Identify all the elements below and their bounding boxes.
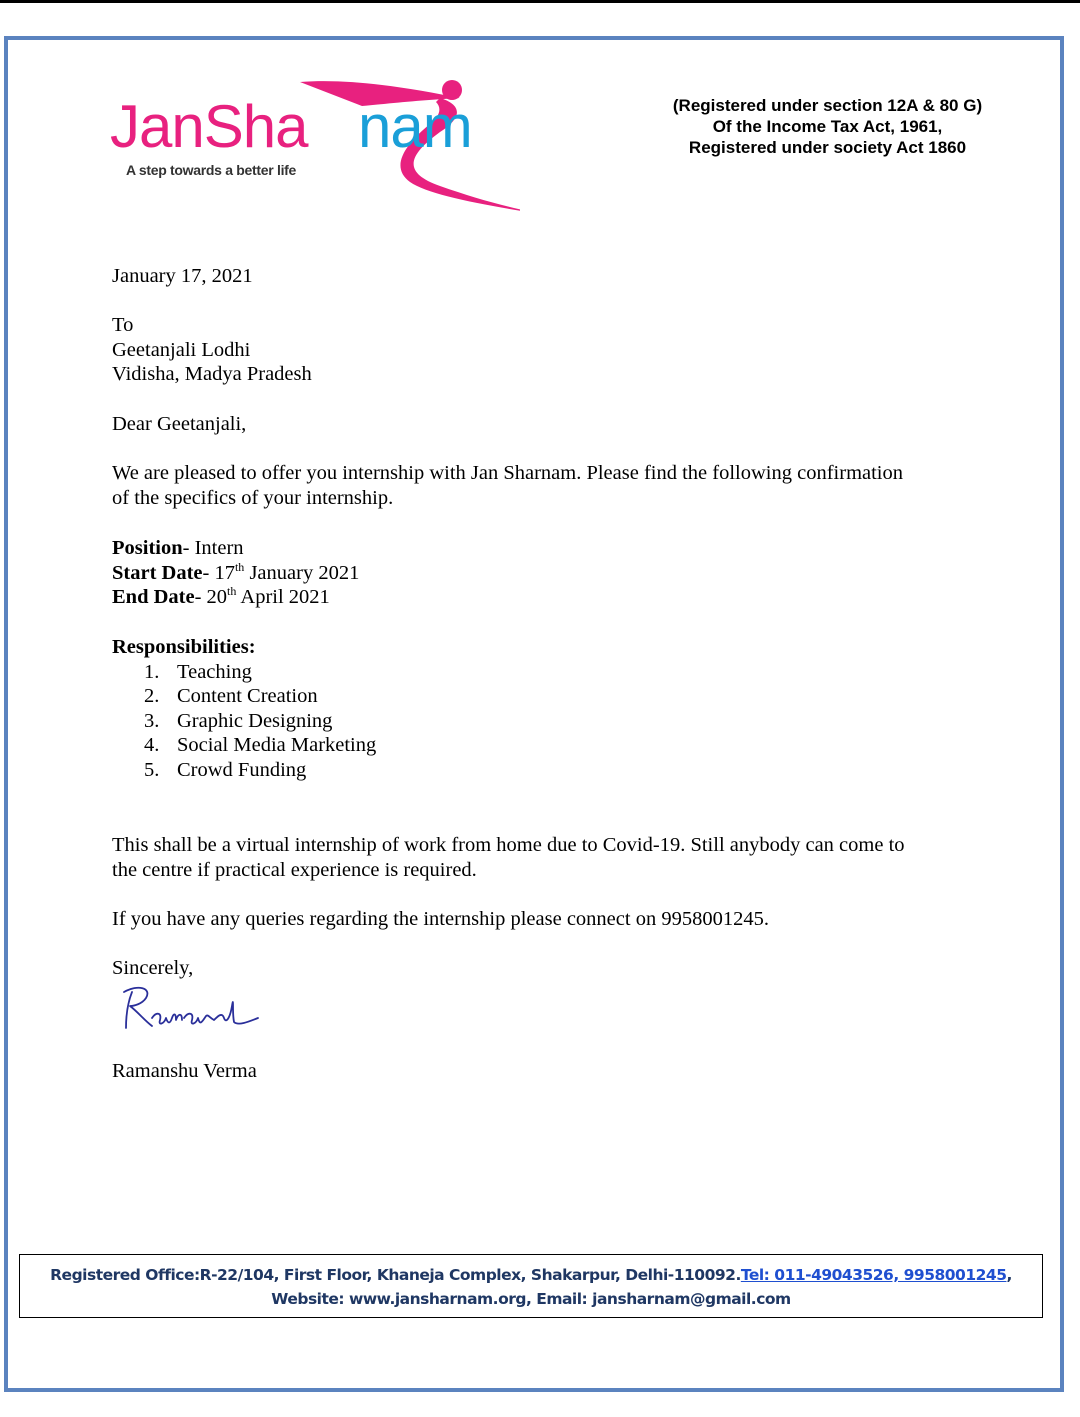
list-number: 2.: [144, 685, 160, 707]
jansharnam-logo: [110, 76, 510, 216]
salutation-text: Dear Geetanjali,: [112, 413, 247, 435]
position-label: Position: [112, 537, 183, 559]
footer-box: [19, 1254, 1043, 1318]
responsibilities-list: [112, 660, 972, 783]
end-day: - 20: [194, 586, 228, 608]
date-text: January 17, 2021: [112, 265, 253, 287]
start-day-suffix: th: [234, 559, 245, 574]
end-date-row: [112, 585, 972, 610]
virtual-paragraph: [112, 833, 972, 882]
queries-line: If you have any queries regarding the internship please connect on 9958001245.: [112, 908, 769, 930]
signatory-name: Ramanshu Verma: [112, 1060, 257, 1082]
virtual-line: the centre if practical experience is required.: [112, 858, 477, 881]
end-day-suffix: th: [227, 584, 237, 599]
end-date-rest: April 2021: [236, 586, 330, 608]
start-day: - 17: [202, 561, 235, 584]
list-number: 4.: [144, 734, 160, 756]
queries-paragraph: [112, 907, 972, 932]
start-date-rest: January 2021: [244, 561, 360, 584]
salutation: [112, 412, 972, 437]
phone-link[interactable]: Tel: 011-49043526, 9958001245: [740, 1266, 1007, 1284]
registration-line: (Registered under section 12A & 80 G): [672, 96, 983, 115]
virtual-line: This shall be a virtual internship of work from home due to Covid-19. Still anybody can come to: [112, 834, 905, 856]
end-date-label: End Date: [112, 586, 195, 608]
logo-tagline: A step towards a better life: [126, 162, 297, 178]
list-text: Content Creation: [177, 685, 318, 707]
intro-paragraph: [112, 461, 972, 510]
responsibilities-heading: Responsibilities:: [112, 636, 256, 658]
list-text: Graphic Designing: [177, 709, 333, 732]
signature-icon: [118, 982, 263, 1034]
logo-name-part1: JanSha: [110, 93, 308, 160]
closing-text: Sincerely,: [112, 957, 194, 979]
list-number: 3.: [144, 709, 160, 732]
start-date-row: [112, 561, 972, 586]
list-number: 1.: [144, 660, 160, 683]
list-item: [112, 684, 972, 709]
intro-line: We are pleased to offer you internship with Jan Sharnam. Please find the following confirmation: [112, 462, 904, 484]
list-item: [112, 660, 972, 685]
list-text: Social Media Marketing: [177, 734, 377, 756]
list-item: [112, 709, 972, 734]
registration-line: Registered under society Act 1860: [688, 138, 967, 157]
footer-office-line: [20, 1263, 1042, 1287]
registration-line: Of the Income Tax Act, 1961,: [712, 117, 943, 136]
top-rule: [0, 0, 1080, 3]
logo-name-part2: nam: [358, 93, 472, 160]
letter-date: [112, 264, 972, 289]
office-address: Registered Office:R-22/104, First Floor, Khaneja Complex, Shakarpur, Delhi-110092.: [50, 1266, 741, 1284]
registration-info: [640, 95, 1015, 158]
to-label: To: [112, 314, 134, 336]
position-row: [112, 536, 972, 561]
phone-trail: ,: [1006, 1266, 1012, 1284]
footer-web-line: Website: www.jansharnam.org, Email: jansharnam@gmail.com: [271, 1290, 791, 1308]
logo-wordmark: [110, 92, 472, 162]
list-item: [112, 733, 972, 758]
list-text: Crowd Funding: [177, 758, 307, 781]
internship-details: [112, 536, 972, 610]
position-value: - Intern: [182, 537, 244, 559]
start-date-label: Start Date: [112, 561, 203, 584]
recipient-address: Vidisha, Madya Pradesh: [112, 363, 312, 385]
intro-line: of the specifics of your internship.: [112, 486, 394, 509]
list-item: [112, 758, 972, 783]
closing: [112, 956, 972, 981]
responsibilities-section: [112, 635, 972, 782]
recipient-name: Geetanjali Lodhi: [112, 338, 251, 361]
recipient-block: [112, 313, 972, 387]
list-text: Teaching: [177, 660, 252, 683]
signatory: [112, 1059, 972, 1084]
list-number: 5.: [144, 758, 160, 781]
